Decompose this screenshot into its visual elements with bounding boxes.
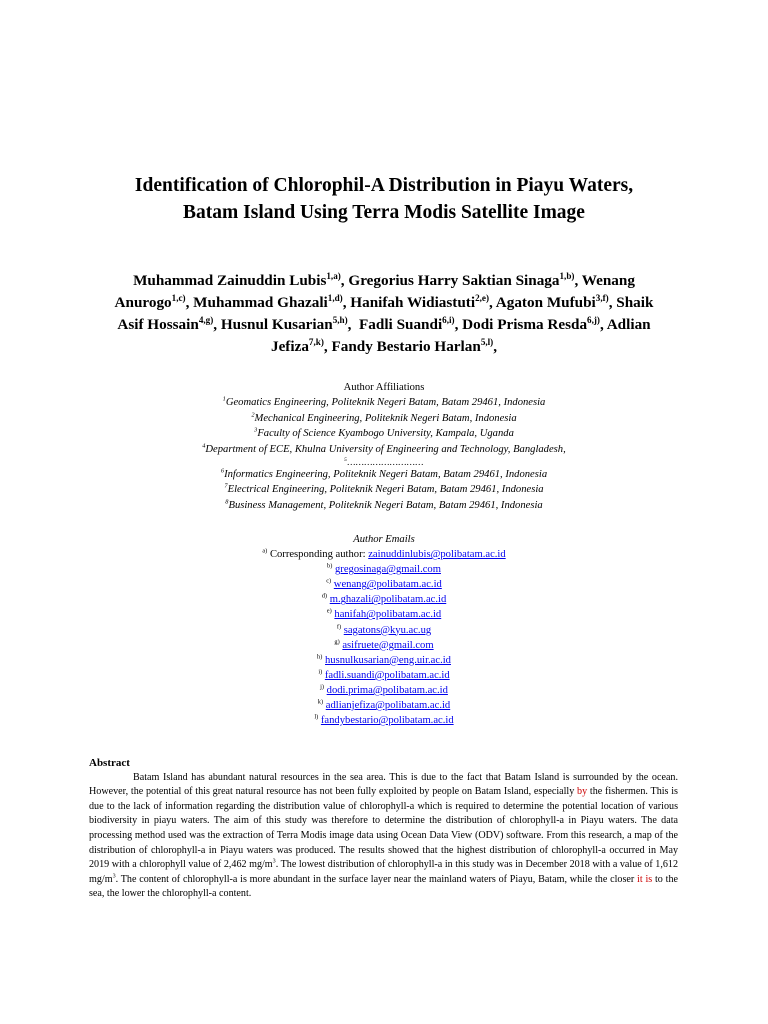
author-separator: , bbox=[454, 316, 463, 333]
abstract-text: the fishermen. This is due to the lack of information regarding the distribution value of chlorophyll-a which is required to determine the potential location of various biodiversity in piayu waters. The aim of this study was therefore to determine the distribution of chlorophyll-a in Piayu waters. The data processing method used was the extraction of Terra Modis image data using Ocean Data View (ODV) software. From this research, a map of the distribution of chlorophyll-a in Piayu waters was produced. The results showed that the highest distribution of chlorophyll-a occurred in May 2019 with a chlorophyll value of 2,462 mg/m bbox=[89, 786, 678, 871]
email-marker: e) bbox=[326, 607, 332, 615]
affiliation-item bbox=[100, 395, 668, 410]
email-marker: a) bbox=[262, 547, 268, 555]
email-item bbox=[150, 713, 618, 728]
author-name: Shaik bbox=[616, 294, 654, 311]
email-item bbox=[150, 562, 618, 577]
title-line-1: Identification of Chlorophil-A Distribution in Piayu Waters, bbox=[134, 175, 634, 196]
author-superscript: 1,c) bbox=[171, 292, 186, 303]
affiliation-text: Electrical Engineering, Politeknik Negeri Batam, Batam 29461, Indonesia bbox=[227, 484, 544, 496]
email-item bbox=[150, 547, 618, 562]
paper-title bbox=[40, 172, 728, 226]
affiliation-number: 2 bbox=[251, 411, 255, 419]
abstract-highlight: by bbox=[577, 786, 588, 798]
author-superscript: 4,g) bbox=[198, 314, 214, 325]
author-line bbox=[96, 292, 672, 314]
author-superscript: 6,i) bbox=[442, 314, 455, 325]
author-superscript: 1,d) bbox=[327, 292, 343, 303]
email-link[interactable]: asifruete@gmail.com bbox=[342, 639, 434, 651]
author-superscript: 1,b) bbox=[559, 270, 575, 281]
email-marker: k) bbox=[317, 698, 324, 706]
email-link[interactable]: husnulkusarian@eng.uir.ac.id bbox=[325, 654, 451, 666]
affiliations-heading: Author Affiliations bbox=[343, 382, 425, 393]
author-name: Dodi Prisma Resda bbox=[462, 316, 588, 333]
abstract-text: . The content of chlorophyll-a is more abundant in the surface layer near the mainland waters of Piayu, Batam, while the closer bbox=[115, 873, 638, 885]
abstract-section bbox=[89, 756, 678, 902]
email-link[interactable]: hanifah@polibatam.ac.id bbox=[334, 609, 442, 621]
email-item bbox=[150, 592, 618, 607]
email-link[interactable]: wenang@polibatam.ac.id bbox=[333, 579, 442, 591]
email-marker: g) bbox=[334, 638, 340, 646]
email-link[interactable]: sagatons@kyu.ac.ug bbox=[343, 624, 432, 636]
author-separator: , bbox=[342, 294, 351, 311]
corresponding-author-label: Corresponding author: bbox=[269, 549, 369, 561]
author-superscript: 1,a) bbox=[326, 270, 341, 281]
email-link[interactable]: gregosinaga@gmail.com bbox=[335, 564, 441, 576]
affiliation-number: 8 bbox=[225, 498, 229, 506]
affiliation-number: 7 bbox=[224, 482, 228, 490]
author-name: Fadli Suandi bbox=[359, 316, 443, 333]
affiliation-item bbox=[100, 498, 668, 513]
email-item bbox=[150, 668, 618, 683]
author-separator: , bbox=[347, 316, 360, 333]
author-list bbox=[96, 270, 672, 358]
email-link[interactable]: m.ghazali@polibatam.ac.id bbox=[329, 594, 447, 606]
emails-heading: Author Emails bbox=[353, 534, 415, 545]
affiliation-number: 1 bbox=[222, 395, 226, 403]
author-line bbox=[96, 270, 672, 292]
email-marker: c) bbox=[326, 577, 332, 585]
abstract-highlight: it is bbox=[637, 873, 653, 885]
author-superscript: 6,j) bbox=[587, 314, 600, 325]
author-name: Husnul Kusarian bbox=[220, 316, 333, 333]
email-marker: b) bbox=[327, 562, 333, 570]
affiliation-item bbox=[100, 442, 668, 457]
email-marker: h) bbox=[317, 653, 323, 661]
email-link[interactable]: fandybestario@polibatam.ac.id bbox=[320, 715, 454, 727]
author-superscript: 3,f) bbox=[595, 292, 609, 303]
author-superscript: 2,e) bbox=[475, 292, 489, 303]
unit-superscript: 3 bbox=[272, 858, 276, 865]
affiliation-number: 5 bbox=[344, 457, 348, 464]
author-superscript: 5,l) bbox=[480, 336, 494, 347]
affiliation-number: 3 bbox=[254, 426, 258, 434]
title-line-2: Batam Island Using Terra Modis Satellite Image bbox=[183, 202, 585, 223]
author-separator: , bbox=[608, 294, 617, 311]
author-line bbox=[96, 336, 672, 358]
affiliation-item bbox=[100, 482, 668, 497]
author-separator: , bbox=[489, 294, 496, 311]
author-name: Anurogo bbox=[114, 294, 172, 311]
email-marker: j) bbox=[320, 683, 324, 691]
email-marker: i) bbox=[318, 668, 323, 676]
abstract-body bbox=[89, 771, 678, 902]
author-name: Muhammad Ghazali bbox=[193, 294, 328, 311]
email-item bbox=[150, 638, 618, 653]
abstract-text: . The lowest distribution of chlorophyll-a in this study was in December 2018 with a value of 1,612 mg/m bbox=[89, 859, 678, 885]
author-separator: , bbox=[493, 338, 498, 355]
email-link[interactable]: dodi.prima@polibatam.ac.id bbox=[326, 684, 448, 696]
author-line bbox=[96, 314, 672, 336]
author-affiliations bbox=[100, 380, 668, 513]
author-separator: , bbox=[213, 316, 221, 333]
email-item bbox=[150, 577, 618, 592]
email-link[interactable]: fadli.suandi@polibatam.ac.id bbox=[324, 669, 450, 681]
email-list bbox=[150, 547, 618, 728]
author-separator: , bbox=[574, 272, 582, 289]
author-name: Adlian bbox=[606, 316, 651, 333]
affiliation-text: Department of ECE, Khulna University of Engineering and Technology, Bangladesh, bbox=[205, 443, 566, 455]
affiliation-item bbox=[100, 411, 668, 426]
affiliation-text: Business Management, Politeknik Negeri Batam, Batam 29461, Indonesia bbox=[228, 499, 543, 511]
affiliation-text: ……………………… bbox=[347, 457, 424, 468]
affiliation-item bbox=[100, 426, 668, 441]
abstract-text: Batam Island has abundant natural resources in the sea area. This is due to the fact that Batam Island is surrounded by the ocean. However, the potential of this great natural resource has not been fully exploited by people on Batam Island, especially bbox=[89, 771, 678, 798]
email-item bbox=[150, 698, 618, 713]
email-marker: f) bbox=[336, 623, 342, 631]
author-name: Agaton Mufubi bbox=[495, 294, 596, 311]
author-separator: , bbox=[599, 316, 607, 333]
author-name: Fandy Bestario Harlan bbox=[331, 338, 481, 355]
affiliation-item bbox=[100, 467, 668, 482]
unit-superscript: 3 bbox=[112, 873, 116, 880]
affiliation-text: Faculty of Science Kyambogo University, Kampala, Uganda bbox=[257, 428, 514, 440]
email-item bbox=[150, 623, 618, 638]
email-marker: l) bbox=[314, 713, 319, 721]
author-name: Jefiza bbox=[270, 338, 309, 355]
email-link[interactable]: adlianjefiza@polibatam.ac.id bbox=[325, 700, 451, 712]
author-separator: , bbox=[323, 338, 332, 355]
affiliation-text: Mechanical Engineering, Politeknik Negeri Batam, Indonesia bbox=[254, 412, 517, 424]
abstract-heading: Abstract bbox=[89, 757, 130, 769]
author-separator: , bbox=[340, 272, 349, 289]
author-name: Hanifah Widiastuti bbox=[350, 294, 476, 311]
affiliation-text: Informatics Engineering, Politeknik Negeri Batam, Batam 29461, Indonesia bbox=[224, 469, 548, 481]
email-item bbox=[150, 653, 618, 668]
author-name: Asif Hossain bbox=[117, 316, 199, 333]
affiliation-number: 4 bbox=[202, 442, 206, 450]
abstract-text: to the sea, the lower the chlorophyll-a content. bbox=[89, 873, 678, 900]
email-marker: d) bbox=[321, 592, 328, 600]
affiliation-item bbox=[100, 457, 668, 467]
author-separator: , bbox=[185, 294, 194, 311]
author-name: Wenang bbox=[581, 272, 635, 289]
email-item bbox=[150, 683, 618, 698]
email-link[interactable]: zainuddinlubis@polibatam.ac.id bbox=[368, 549, 506, 561]
affiliation-text: Geomatics Engineering, Politeknik Negeri Batam, Batam 29461, Indonesia bbox=[225, 397, 546, 409]
author-superscript: 5,h) bbox=[332, 314, 348, 325]
affiliation-number: 6 bbox=[220, 467, 225, 475]
email-item bbox=[150, 607, 618, 622]
affiliation-list bbox=[100, 395, 668, 513]
author-name: Muhammad Zainuddin Lubis bbox=[133, 272, 327, 289]
author-emails bbox=[150, 532, 618, 728]
author-superscript: 7,k) bbox=[308, 336, 324, 347]
author-name: Gregorius Harry Saktian Sinaga bbox=[348, 272, 560, 289]
